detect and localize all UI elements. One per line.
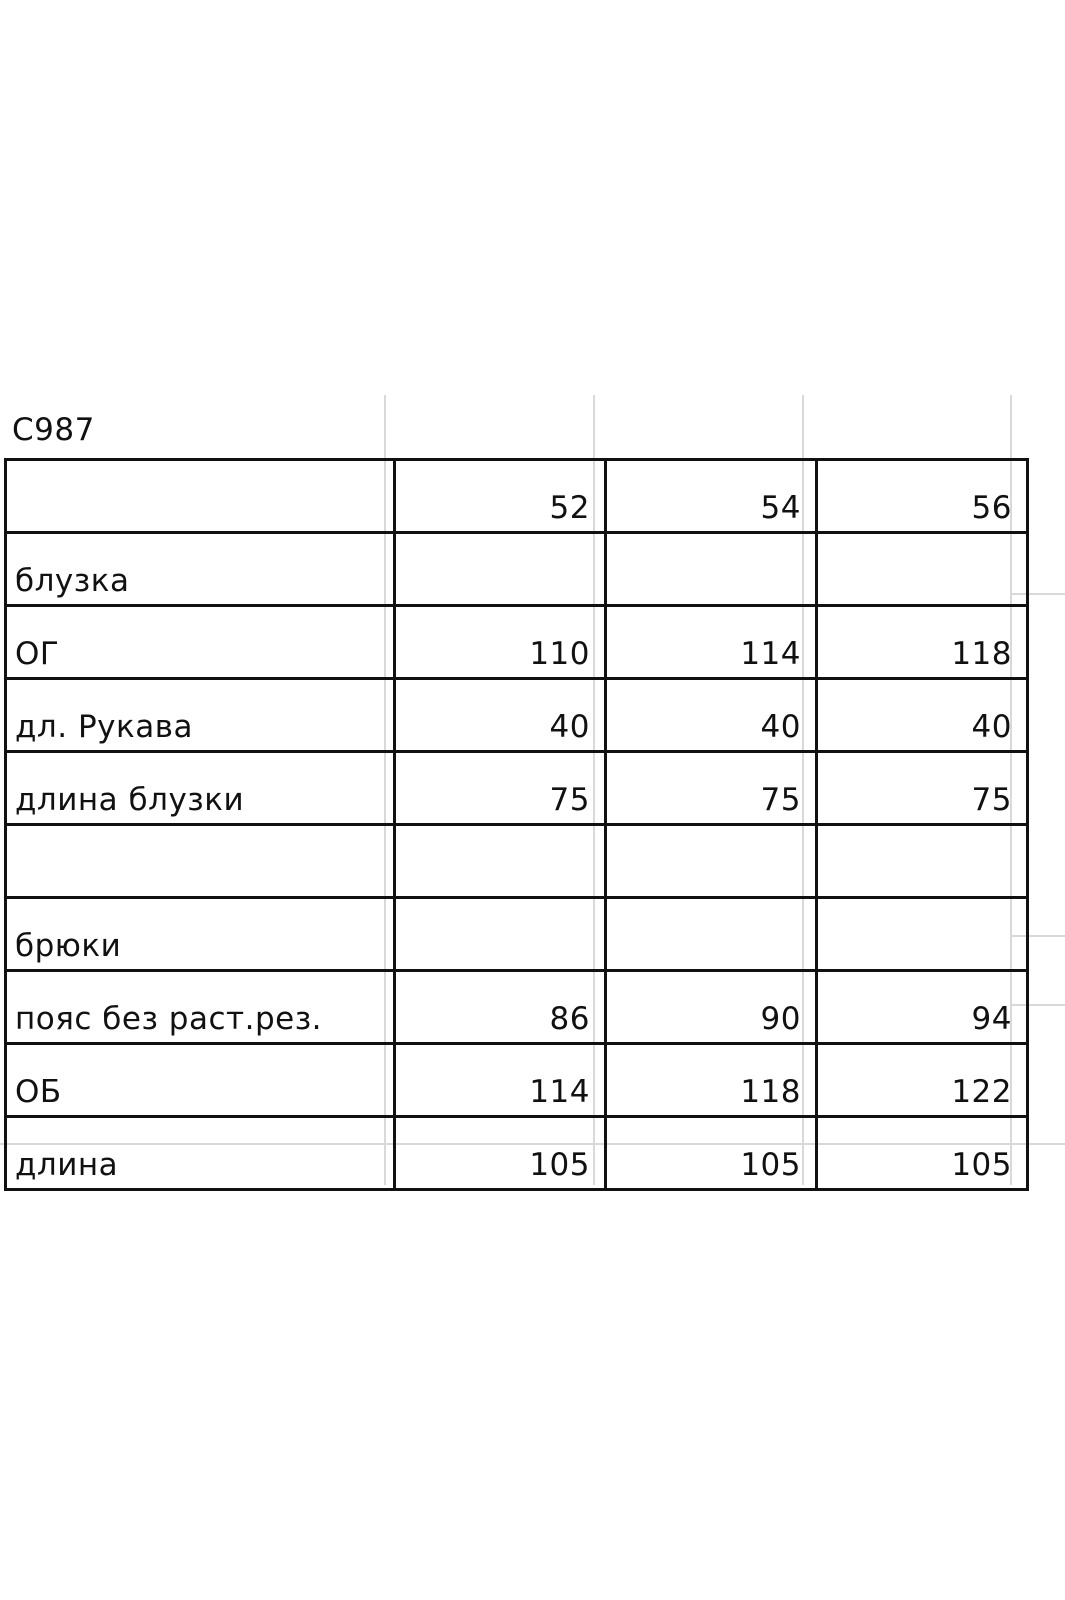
sheet-title[interactable]: C987 — [12, 412, 95, 448]
row-label-cell[interactable] — [6, 825, 395, 898]
table-cell[interactable] — [6, 460, 395, 533]
table-header-row — [6, 460, 1028, 533]
table-cell[interactable] — [817, 533, 1028, 606]
spreadsheet — [0, 395, 1065, 1185]
table-row — [6, 825, 1028, 898]
table-cell[interactable] — [817, 825, 1028, 898]
table-cell[interactable]: 114 — [606, 606, 817, 679]
table-cell[interactable]: 90 — [606, 971, 817, 1044]
table-cell[interactable]: 40 — [606, 679, 817, 752]
table-cell[interactable]: 75 — [606, 752, 817, 825]
table-cell[interactable]: 75 — [395, 752, 606, 825]
row-label-cell[interactable]: длина блузки — [6, 752, 395, 825]
table-cell[interactable]: 105 — [606, 1117, 817, 1190]
table-row — [6, 1117, 1028, 1190]
table-cell[interactable] — [817, 898, 1028, 971]
table-cell[interactable]: 118 — [606, 1044, 817, 1117]
table-row — [6, 971, 1028, 1044]
size-table — [4, 458, 1029, 1191]
table-cell[interactable]: 75 — [817, 752, 1028, 825]
table-row — [6, 752, 1028, 825]
table-cell[interactable] — [606, 825, 817, 898]
table-cell[interactable] — [395, 825, 606, 898]
size-header-cell[interactable]: 52 — [395, 460, 606, 533]
row-label-cell[interactable]: блузка — [6, 533, 395, 606]
table-cell[interactable]: 40 — [395, 679, 606, 752]
table-cell[interactable]: 40 — [817, 679, 1028, 752]
table-cell[interactable]: 105 — [395, 1117, 606, 1190]
row-label-cell[interactable]: дл. Рукава — [6, 679, 395, 752]
table-cell[interactable]: 105 — [817, 1117, 1028, 1190]
table-cell[interactable]: 114 — [395, 1044, 606, 1117]
table-cell[interactable] — [395, 533, 606, 606]
table-cell[interactable] — [606, 898, 817, 971]
row-label-cell[interactable]: ОГ — [6, 606, 395, 679]
table-cell[interactable] — [606, 533, 817, 606]
table-row — [6, 533, 1028, 606]
table-row — [6, 679, 1028, 752]
table-cell[interactable]: 94 — [817, 971, 1028, 1044]
table-cell[interactable]: 86 — [395, 971, 606, 1044]
table-row — [6, 606, 1028, 679]
size-header-cell[interactable]: 54 — [606, 460, 817, 533]
table-cell[interactable]: 122 — [817, 1044, 1028, 1117]
table-row — [6, 898, 1028, 971]
table-cell[interactable]: 110 — [395, 606, 606, 679]
row-label-cell[interactable]: длина — [6, 1117, 395, 1190]
table-cell[interactable] — [395, 898, 606, 971]
table-cell[interactable]: 118 — [817, 606, 1028, 679]
row-label-cell[interactable]: брюки — [6, 898, 395, 971]
row-label-cell[interactable]: ОБ — [6, 1044, 395, 1117]
table-row — [6, 1044, 1028, 1117]
size-header-cell[interactable]: 56 — [817, 460, 1028, 533]
row-label-cell[interactable]: пояс без раст.рез. — [6, 971, 395, 1044]
